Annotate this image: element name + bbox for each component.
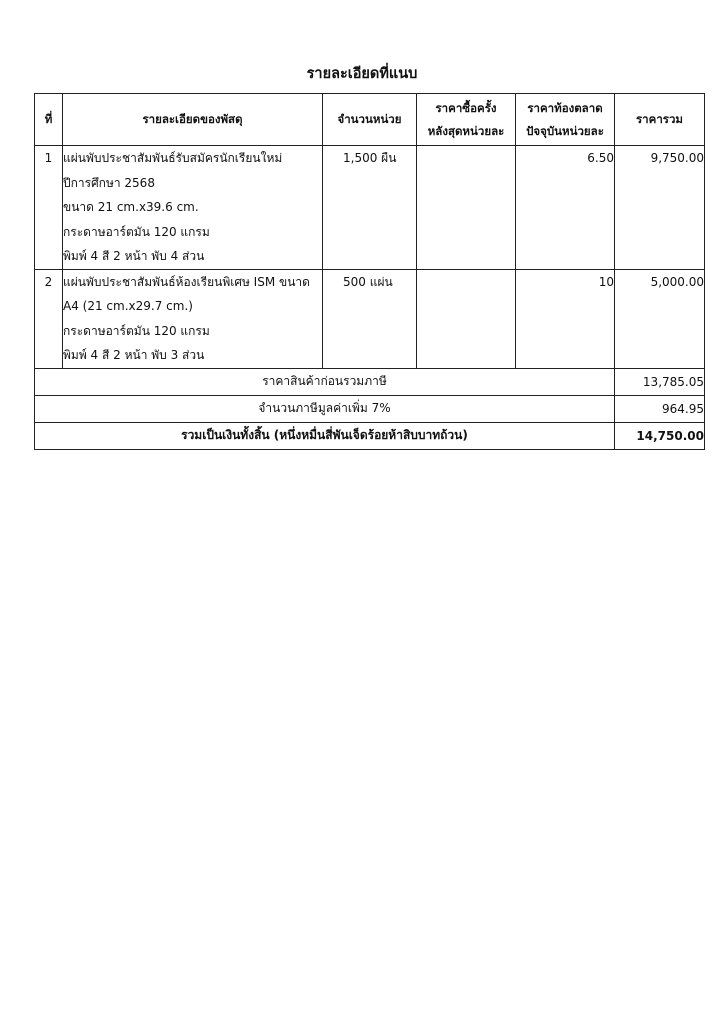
item-desc-line: ขนาด 21 cm.x39.6 cm. [63,200,199,214]
item-desc-line: พิมพ์ 4 สี 2 หน้า พับ 3 ส่วน [63,348,205,362]
item-last-price-text [417,146,515,171]
header-market-line1: ราคาท้องตลาด [527,100,603,115]
header-last-purchase-line2: หลังสุดหน่วยละ [427,123,505,138]
item-total [615,146,705,270]
item-market-price-text: 10 [598,274,614,289]
item-desc-line: ปีการศึกษา 2568 [63,175,155,190]
subtotal-value: 13,785.05 [615,368,705,395]
item-desc-line: กระดาษอาร์ตมัน 120 แกรม [63,224,210,239]
item-last-price [417,146,516,270]
header-quantity: จำนวนหน่วย [323,94,417,146]
item-total-text: 5,000.00 [650,274,704,289]
vat-label: จำนวนภาษีมูลค่าเพิ่ม 7% [35,395,615,422]
header-last-purchase-line1: ราคาซื้อครั้ง [435,100,497,115]
item-no-text: 1 [44,151,53,165]
item-no-text: 2 [44,274,53,289]
subtotal-row [35,368,705,395]
header-no: ที่ [35,94,63,146]
table-row [35,269,705,368]
item-market-price [516,146,615,270]
header-last-purchase [417,94,516,146]
item-quantity [323,269,417,368]
header-market-price [516,94,615,146]
item-last-price-text [417,270,515,295]
item-quantity [323,146,417,270]
item-desc-line: กระดาษอาร์ตมัน 120 แกรม [63,323,210,338]
header-market-line2: ปัจจุบันหน่วยละ [526,123,604,138]
item-total-text: 9,750.00 [650,151,704,165]
item-last-price [417,269,516,368]
page-title: รายละเอียดที่แนบ [306,66,418,82]
item-total [615,269,705,368]
vat-value: 964.95 [615,395,705,422]
item-desc-line: แผ่นพับประชาสัมพันธ์รับสมัครนักเรียนใหม่ [63,151,283,165]
header-total: ราคารวม [615,94,705,146]
item-market-price-text: 6.50 [587,151,614,165]
item-no [35,146,63,270]
item-description [63,269,323,368]
item-desc-line: A4 (21 cm.x29.7 cm.) [63,299,193,313]
header-description: รายละเอียดของพัสดุ [63,94,323,146]
table-row [35,146,705,270]
item-market-price [516,269,615,368]
subtotal-label: ราคาสินค้าก่อนรวมภาษี [35,368,615,395]
item-desc-line: พิมพ์ 4 สี 2 หน้า พับ 4 ส่วน [63,249,205,263]
grand-total-row [35,422,705,449]
item-description [63,146,323,270]
item-quantity-text: 500 แผ่น [343,274,393,289]
item-no [35,269,63,368]
table-header-row [35,94,705,146]
items-table [34,93,705,450]
item-quantity-text: 1,500 ผืน [343,151,397,165]
vat-row [35,395,705,422]
item-desc-line: แผ่นพับประชาสัมพันธ์ห้องเรียนพิเศษ ISM ขนาด [63,274,310,289]
grand-total-value: 14,750.00 [615,422,705,449]
grand-total-label: รวมเป็นเงินทั้งสิ้น (หนึ่งหมื่นสี่พันเจ็ดร้อยห้าสิบบาทถ้วน) [35,422,615,449]
